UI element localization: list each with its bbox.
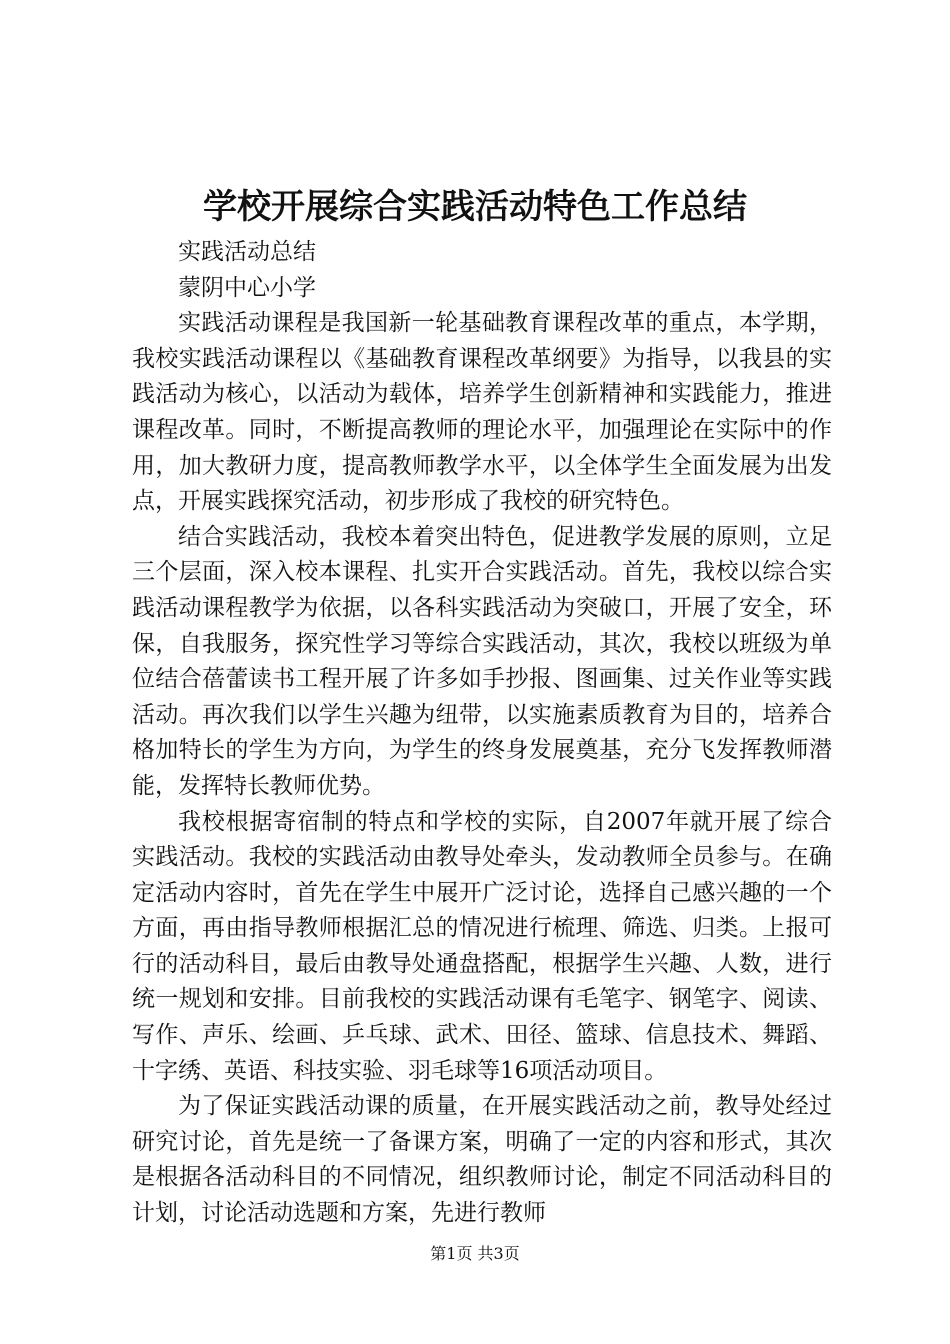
page-footer: 第1页 共3页 — [430, 1244, 520, 1263]
paragraph-2: 结合实践活动，我校本着突出特色，促进教学发展的原则，立足三个层面，深入校本课程、扎实开合实践活动。首先，我校以综合实践活动课程教学为依据，以各科实践活动为突破口，开展了安全，环保，自我服务，探究性学习等综合实践活动，其次，我校以班级为单位结合蓓蕾读书工程开展了许多如手抄报、图画集、过关作业等实践活动。再次我们以学生兴趣为纽带，以实施素质教育为目的，培养合格加特长的学生为方向，为学生的终身发展奠基，充分飞发挥教师潜能，发挥特长教师优势。 — [132, 523, 832, 799]
school-line: 蒙阴中心小学 — [178, 274, 316, 301]
document-title: 学校开展综合实践活动特色工作总结 — [203, 187, 747, 227]
paragraph-3: 我校根据寄宿制的特点和学校的实际，自2007年就开展了综合实践活动。我校的实践活动由教导处牵头，发动教师全员参与。在确定活动内容时，首先在学生中展开广泛讨论，选择自己感兴趣的一个方面，再由指导教师根据汇总的情况进行梳理、筛选、归类。上报可行的活动科目，最后由教导处通盘搭配，根据学生兴趣、人数，进行统一规划和安排。目前我校的实践活动课有毛笔字、钢笔字、阅读、写作、声乐、绘画、乒乓球、武术、田径、篮球、信息技术、舞蹈、十字绣、英语、科技实验、羽毛球等16项活动项目。 — [132, 808, 832, 1084]
paragraph-4: 为了保证实践活动课的质量，在开展实践活动之前，教导处经过研究讨论，首先是统一了备课方案，明确了一定的内容和形式，其次是根据各活动科目的不同情况，组织教师讨论，制定不同活动科目的计划，讨论活动选题和方案，先进行教师 — [132, 1093, 832, 1227]
subtitle-line: 实践活动总结 — [178, 239, 316, 265]
paragraph-1: 实践活动课程是我国新一轮基础教育课程改革的重点，本学期，我校实践活动课程以《基础教育课程改革纲要》为指导，以我县的实践活动为核心，以活动为载体，培养学生创新精神和实践能力，推进课程改革。同时，不断提高教师的理论水平，加强理论在实际中的作用，加大教研力度，提高教师教学水平，以全体学生全面发展为出发点，开展实践探究活动，初步形成了我校的研究特色。 — [132, 310, 832, 515]
document-body — [132, 235, 832, 1232]
